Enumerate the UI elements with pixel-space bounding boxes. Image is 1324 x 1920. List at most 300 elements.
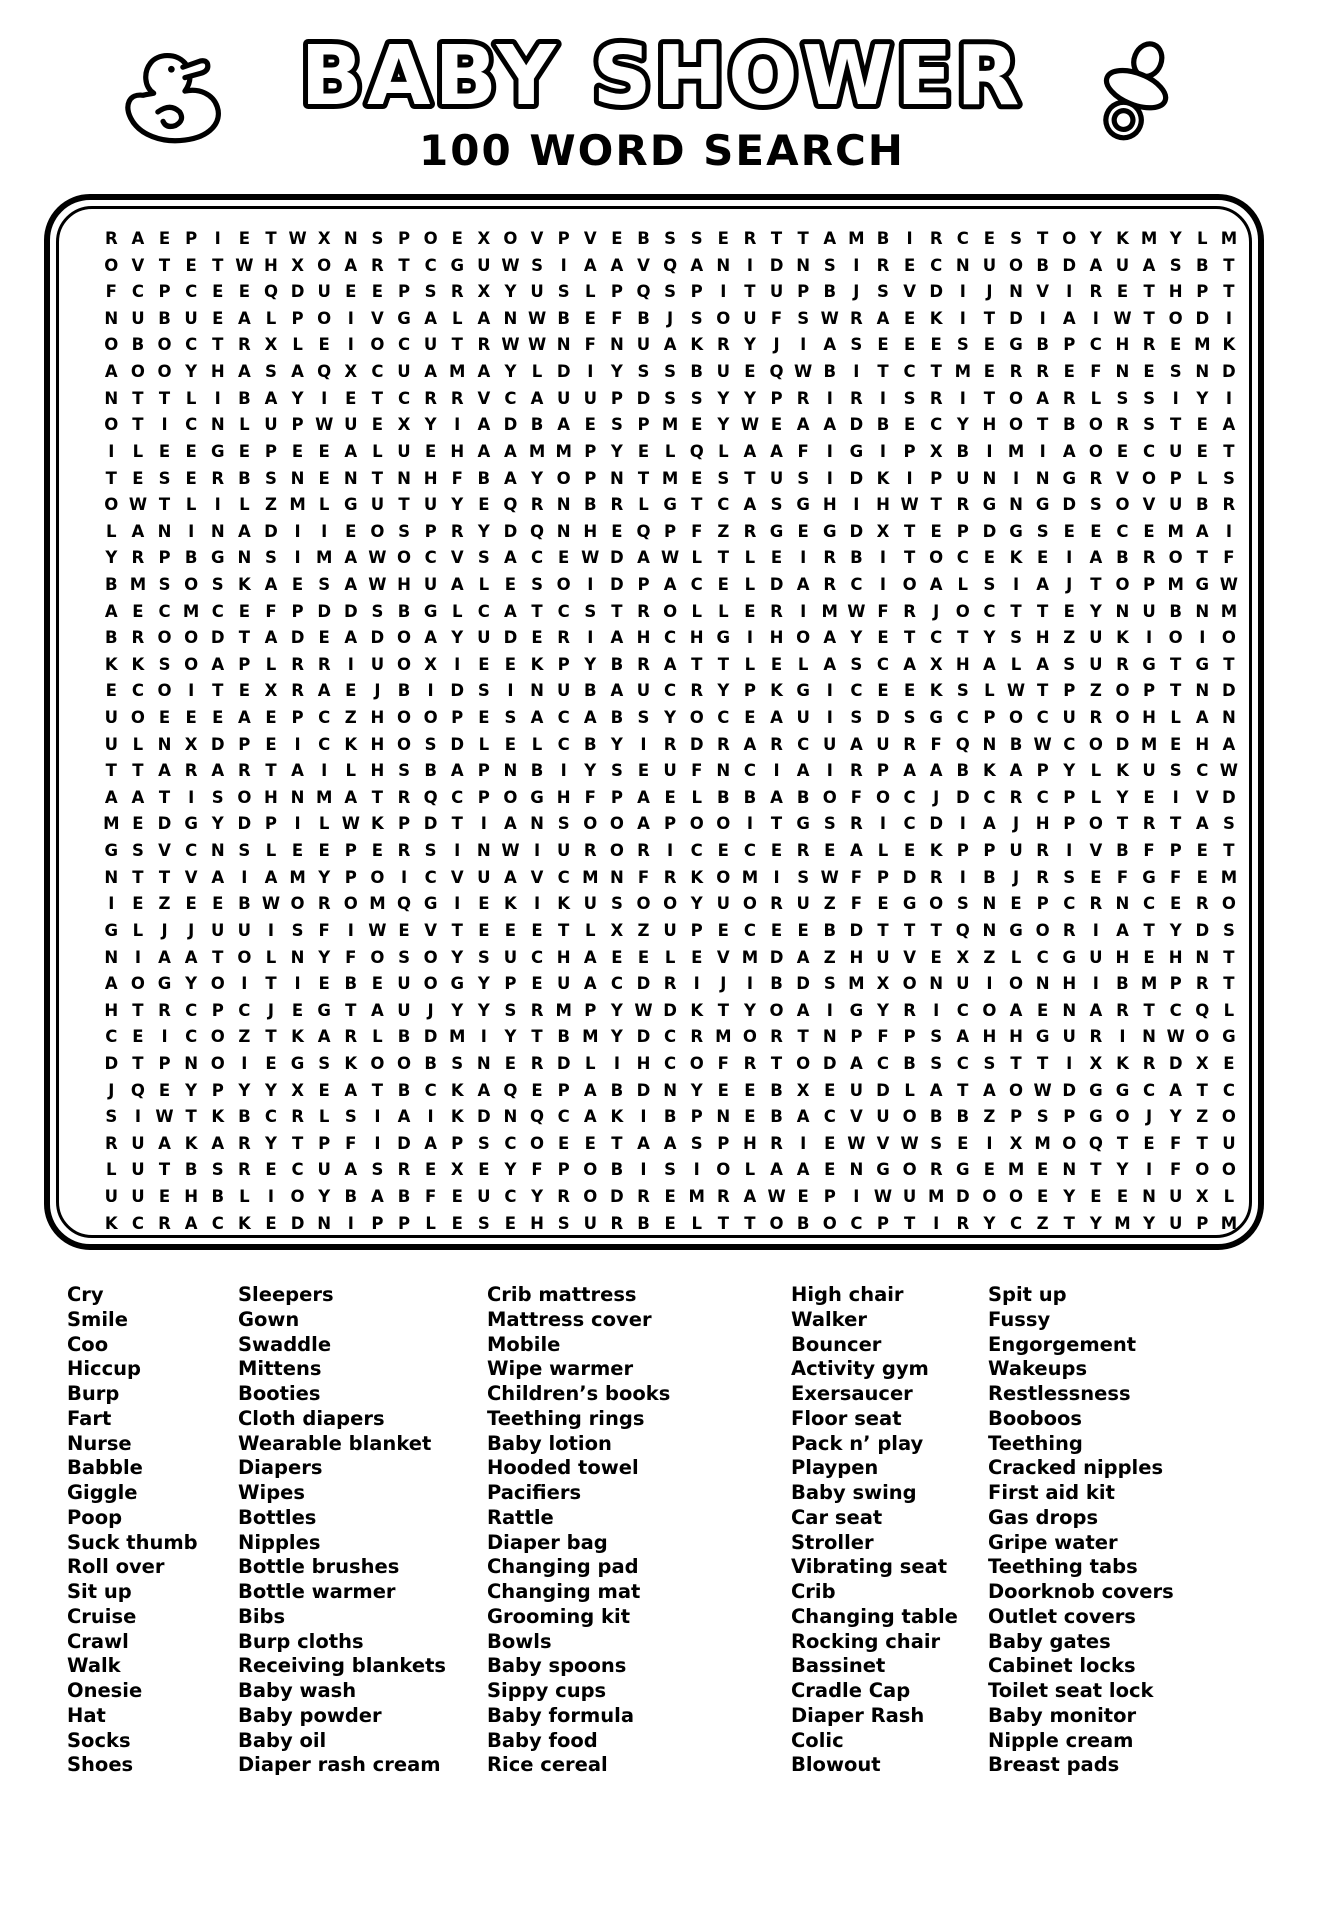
grid-letter: O — [1115, 495, 1130, 515]
grid-letter: W — [1166, 1027, 1185, 1047]
grid-letter: O — [742, 894, 757, 914]
grid-letter: H — [982, 1027, 997, 1047]
grid-letter: O — [184, 574, 199, 594]
grid-letter: H — [1035, 628, 1050, 648]
grid-letter: U — [556, 388, 571, 408]
grid-letter: N — [1115, 601, 1130, 621]
grid-letter: C — [1089, 335, 1102, 355]
grid-letter: I — [134, 1107, 141, 1127]
grid-letter: I — [587, 628, 594, 648]
grid-letter: A — [1116, 920, 1129, 940]
grid-letter: N — [530, 814, 544, 834]
grid-letter: L — [1197, 229, 1208, 249]
grid-letter: G — [317, 1000, 331, 1020]
grid-letter: D — [876, 1080, 890, 1100]
grid-letter: A — [397, 1107, 411, 1127]
grid-letter: O — [1115, 574, 1130, 594]
grid-letter: O — [583, 1186, 598, 1206]
grid-letter: A — [983, 1080, 996, 1100]
grid-letter: A — [1009, 761, 1023, 781]
grid-letter: E — [318, 441, 330, 461]
grid-letter: E — [238, 441, 250, 461]
grid-letter: L — [106, 521, 117, 541]
grid-letter: Y — [477, 521, 490, 541]
grid-letter: A — [211, 867, 225, 887]
grid-letter: L — [132, 920, 144, 940]
grid-letter: W — [661, 548, 680, 568]
grid-letter: I — [853, 362, 860, 382]
grid-letter: E — [345, 388, 357, 408]
grid-letter: P — [1063, 681, 1076, 701]
grid-letter: O — [503, 787, 518, 807]
grid-letter: D — [450, 681, 465, 701]
grid-letter: T — [265, 974, 277, 994]
grid-letter: C — [557, 867, 570, 887]
word-list-item: Car seat — [791, 1505, 883, 1529]
grid-letter: Z — [823, 894, 836, 914]
grid-letter: P — [983, 841, 996, 861]
grid-letter: E — [930, 521, 942, 541]
grid-letter: D — [556, 362, 571, 382]
pacifier-icon — [1072, 28, 1197, 158]
word-search-grid — [98, 226, 1242, 1237]
page-subtitle: 100 WORD SEARCH — [419, 126, 905, 175]
grid-letter: E — [345, 282, 357, 302]
grid-letter: T — [611, 601, 623, 621]
word-list-item: Receiving blankets — [238, 1654, 447, 1678]
grid-letter: O — [902, 974, 917, 994]
word-list-item: Baby formula — [487, 1703, 635, 1727]
grid-letter: U — [956, 974, 970, 994]
grid-letter: I — [959, 867, 966, 887]
grid-letter: I — [454, 894, 461, 914]
grid-letter: I — [1172, 388, 1179, 408]
grid-letter: T — [531, 601, 543, 621]
grid-letter: E — [105, 681, 117, 701]
grid-letter: R — [344, 1027, 358, 1047]
grid-letter: U — [1222, 1133, 1236, 1153]
grid-letter: L — [265, 308, 277, 328]
grid-letter: I — [587, 362, 594, 382]
grid-letter: D — [1062, 1080, 1077, 1100]
grid-letter: E — [212, 708, 224, 728]
word-list-item: Doorknob covers — [988, 1580, 1174, 1603]
grid-letter: I — [826, 388, 833, 408]
grid-letter: B — [238, 894, 251, 914]
grid-letter: O — [1168, 308, 1183, 328]
grid-letter: I — [161, 415, 168, 435]
grid-letter: K — [690, 1000, 704, 1020]
grid-letter: R — [770, 894, 783, 914]
grid-letter: J — [720, 974, 727, 994]
grid-letter: U — [583, 1213, 597, 1233]
grid-letter: T — [558, 920, 570, 940]
grid-letter: E — [1063, 362, 1075, 382]
grid-letter: K — [1116, 229, 1129, 249]
grid-letter: J — [853, 282, 860, 302]
grid-letter: R — [770, 1133, 783, 1153]
grid-letter: V — [849, 1107, 863, 1127]
grid-letter: O — [663, 601, 678, 621]
grid-letter: G — [1009, 920, 1023, 940]
grid-letter: O — [689, 1053, 704, 1073]
grid-letter: B — [184, 1160, 198, 1180]
grid-letter: S — [717, 468, 730, 488]
grid-letter: B — [1196, 255, 1209, 275]
grid-letter: E — [1223, 1053, 1235, 1073]
grid-letter: L — [531, 734, 543, 754]
grid-letter: I — [1092, 974, 1099, 994]
grid-letter: Q — [689, 441, 704, 461]
grid-letter: F — [930, 734, 942, 754]
grid-letter: C — [610, 974, 623, 994]
grid-letter: Q — [503, 495, 518, 515]
grid-letter: D — [157, 814, 172, 834]
grid-letter: T — [105, 468, 117, 488]
grid-letter: B — [105, 574, 118, 594]
grid-letter: B — [610, 708, 624, 728]
grid-letter: R — [690, 681, 704, 701]
grid-letter: Y — [610, 1027, 623, 1047]
grid-letter: C — [451, 787, 464, 807]
grid-letter: O — [104, 335, 119, 355]
grid-letter: E — [1116, 282, 1129, 302]
word-list-item: Giggle — [67, 1481, 138, 1504]
grid-letter: I — [720, 282, 727, 302]
grid-letter: A — [477, 415, 491, 435]
grid-letter: Z — [983, 947, 996, 967]
grid-letter: N — [157, 521, 172, 541]
grid-letter: I — [746, 974, 753, 994]
grid-letter: R — [158, 1000, 171, 1020]
grid-letter: S — [797, 867, 810, 887]
grid-letter: B — [1062, 415, 1076, 435]
grid-letter: H — [743, 1133, 757, 1153]
grid-letter: D — [1222, 787, 1236, 807]
grid-letter: F — [717, 1053, 729, 1073]
grid-letter: S — [291, 920, 304, 940]
grid-letter: W — [794, 362, 813, 382]
grid-letter: E — [238, 681, 250, 701]
word-list-item: Wipe warmer — [487, 1357, 634, 1381]
grid-letter: C — [1143, 1080, 1156, 1100]
grid-letter: V — [371, 308, 384, 328]
word-list-column-1 — [67, 1283, 198, 1778]
grid-letter: H — [982, 415, 997, 435]
grid-letter: P — [397, 229, 411, 249]
grid-letter: O — [982, 1186, 997, 1206]
grid-letter: L — [531, 362, 543, 382]
grid-letter: Y — [185, 974, 198, 994]
grid-letter: I — [640, 734, 647, 754]
grid-letter: U — [583, 894, 597, 914]
grid-letter: O — [663, 894, 678, 914]
grid-letter: P — [424, 521, 437, 541]
grid-letter: D — [237, 814, 252, 834]
grid-letter: L — [1010, 947, 1022, 967]
grid-letter: X — [956, 947, 970, 967]
grid-letter: A — [583, 974, 597, 994]
grid-letter: U — [1089, 654, 1103, 674]
grid-letter: E — [1143, 521, 1155, 541]
grid-letter: M — [661, 415, 679, 435]
grid-letter: O — [716, 867, 731, 887]
grid-letter: T — [371, 1080, 384, 1100]
grid-letter: P — [1169, 468, 1182, 488]
grid-letter: A — [504, 441, 517, 461]
grid-letter: E — [558, 1133, 570, 1153]
word-list-item: Changing table — [791, 1604, 958, 1628]
grid-letter: M — [954, 362, 972, 382]
grid-letter: I — [294, 548, 301, 568]
word-list-item: Diaper bag — [487, 1530, 608, 1554]
grid-letter: C — [664, 1027, 677, 1047]
grid-letter: Z — [823, 947, 836, 967]
grid-letter: D — [1222, 362, 1236, 382]
grid-letter: A — [956, 1027, 970, 1047]
grid-letter: E — [584, 1133, 596, 1153]
grid-letter: S — [930, 1027, 943, 1047]
grid-letter: R — [929, 229, 943, 249]
grid-letter: X — [929, 441, 943, 461]
grid-letter: I — [294, 974, 301, 994]
grid-letter: W — [1113, 308, 1132, 328]
grid-letter: E — [877, 335, 889, 355]
grid-letter: E — [451, 229, 463, 249]
grid-letter: T — [1170, 654, 1182, 674]
grid-letter: O — [689, 708, 704, 728]
grid-letter: M — [582, 867, 599, 887]
grid-letter: Z — [344, 708, 357, 728]
grid-letter: A — [504, 867, 517, 887]
word-list-item: Toilet seat lock — [988, 1679, 1154, 1702]
grid-letter: K — [557, 894, 571, 914]
grid-letter: I — [214, 495, 221, 515]
grid-letter: B — [876, 415, 890, 435]
grid-letter: E — [983, 362, 996, 382]
grid-letter: L — [585, 920, 596, 940]
grid-letter: I — [294, 814, 301, 834]
grid-letter: S — [1169, 761, 1182, 781]
grid-letter: N — [982, 468, 997, 488]
grid-letter: C — [797, 734, 810, 754]
grid-letter: X — [477, 282, 491, 302]
grid-letter: X — [876, 974, 890, 994]
grid-letter: A — [637, 814, 650, 834]
grid-letter: E — [265, 1053, 277, 1073]
grid-letter: C — [397, 388, 411, 408]
grid-letter: A — [344, 1080, 358, 1100]
grid-letter: A — [637, 1133, 650, 1153]
word-list-item: Diaper rash cream — [238, 1753, 441, 1777]
grid-letter: S — [424, 841, 437, 861]
grid-letter: P — [557, 1080, 570, 1100]
grid-letter: T — [158, 1160, 171, 1180]
grid-letter: I — [1092, 308, 1099, 328]
grid-letter: C — [504, 1133, 517, 1153]
grid-letter: N — [503, 308, 518, 328]
grid-letter: O — [423, 947, 438, 967]
grid-letter: T — [717, 654, 729, 674]
grid-letter: S — [398, 761, 410, 781]
grid-letter: M — [688, 1186, 705, 1206]
grid-letter: E — [238, 229, 250, 249]
grid-letter: U — [211, 920, 225, 940]
grid-letter: U — [1089, 947, 1103, 967]
grid-letter: I — [800, 601, 807, 621]
grid-letter: E — [664, 1186, 676, 1206]
word-list-item: Restlessness — [988, 1382, 1131, 1405]
grid-letter: A — [1142, 255, 1156, 275]
grid-letter: C — [131, 282, 144, 302]
grid-letter: V — [1195, 787, 1209, 807]
grid-letter: L — [744, 548, 756, 568]
grid-letter: A — [876, 308, 890, 328]
word-list-item: Gas drops — [988, 1505, 1099, 1529]
grid-letter: Q — [503, 1080, 518, 1100]
grid-letter: M — [555, 1000, 572, 1020]
grid-letter: P — [397, 1213, 411, 1233]
grid-letter: E — [717, 1080, 729, 1100]
grid-letter: T — [770, 229, 783, 249]
word-list-item: Activity gym — [791, 1357, 929, 1381]
grid-letter: M — [1220, 601, 1238, 621]
grid-letter: N — [556, 521, 571, 541]
word-list-item: Roll over — [67, 1555, 165, 1579]
grid-letter: H — [397, 574, 411, 594]
grid-letter: E — [132, 468, 144, 488]
grid-letter: P — [451, 708, 464, 728]
grid-letter: O — [1221, 1107, 1236, 1127]
grid-letter: T — [717, 1000, 729, 1020]
grid-letter: B — [1009, 734, 1023, 754]
grid-letter: C — [504, 1186, 517, 1206]
grid-letter: B — [530, 761, 544, 781]
grid-letter: D — [663, 1000, 677, 1020]
grid-letter: M — [1167, 521, 1184, 541]
grid-letter: P — [610, 282, 623, 302]
grid-letter: F — [877, 601, 889, 621]
grid-letter: B — [583, 495, 597, 515]
grid-letter: L — [984, 681, 995, 701]
grid-letter: E — [744, 362, 756, 382]
grid-letter: E — [345, 521, 357, 541]
grid-letter: O — [343, 894, 358, 914]
grid-letter: G — [1062, 468, 1077, 488]
grid-letter: U — [264, 415, 278, 435]
grid-letter: P — [238, 654, 251, 674]
grid-letter: O — [157, 362, 172, 382]
word-list-item: Changing mat — [487, 1580, 641, 1603]
grid-letter: W — [1033, 734, 1052, 754]
grid-letter: V — [1142, 495, 1156, 515]
grid-letter: M — [582, 1027, 599, 1047]
grid-letter: W — [341, 814, 360, 834]
grid-letter: C — [743, 920, 756, 940]
grid-letter: P — [850, 1027, 863, 1047]
grid-letter: I — [853, 1186, 860, 1206]
grid-letter: L — [185, 495, 197, 515]
grid-letter: U — [184, 308, 198, 328]
grid-letter: R — [1036, 362, 1049, 382]
grid-letter: E — [238, 282, 250, 302]
grid-letter: O — [157, 335, 172, 355]
grid-letter: B — [424, 1053, 437, 1073]
grid-letter: G — [157, 974, 172, 994]
grid-letter: C — [1063, 734, 1076, 754]
grid-letter: M — [661, 468, 679, 488]
grid-letter: I — [188, 521, 195, 541]
grid-letter: E — [504, 574, 517, 594]
grid-letter: E — [371, 841, 384, 861]
grid-letter: F — [345, 947, 357, 967]
grid-letter: O — [1168, 628, 1183, 648]
grid-letter: S — [1063, 654, 1076, 674]
grid-letter: R — [716, 734, 730, 754]
grid-letter: X — [184, 734, 198, 754]
grid-letter: A — [796, 574, 810, 594]
grid-letter: X — [264, 335, 278, 355]
grid-letter: E — [744, 1080, 756, 1100]
grid-letter: E — [1143, 947, 1155, 967]
word-list-column-5 — [988, 1283, 1174, 1778]
grid-letter: U — [663, 920, 677, 940]
grid-letter: U — [131, 1133, 145, 1153]
grid-letter: G — [1009, 521, 1023, 541]
grid-letter: A — [1195, 814, 1209, 834]
grid-letter: S — [637, 708, 650, 728]
grid-letter: S — [983, 1053, 996, 1073]
grid-letter: J — [267, 1000, 275, 1020]
grid-letter: I — [933, 1000, 940, 1020]
grid-letter: R — [1142, 1053, 1156, 1073]
grid-letter: S — [504, 708, 517, 728]
grid-letter: T — [1143, 920, 1155, 940]
grid-letter: K — [371, 814, 384, 834]
grid-letter: O — [104, 415, 119, 435]
grid-letter: D — [423, 1027, 438, 1047]
word-list-item: Baby powder — [238, 1703, 382, 1727]
grid-letter: G — [530, 787, 544, 807]
grid-letter: L — [1090, 388, 1102, 408]
grid-letter: A — [1062, 308, 1076, 328]
grid-letter: O — [184, 654, 199, 674]
grid-letter: L — [345, 761, 357, 781]
grid-letter: E — [1196, 841, 1208, 861]
grid-letter: O — [822, 787, 837, 807]
grid-letter: E — [318, 335, 330, 355]
grid-letter: O — [902, 1160, 917, 1180]
grid-letter: T — [717, 548, 729, 568]
grid-letter: Y — [477, 1000, 490, 1020]
grid-letter: K — [344, 734, 358, 754]
word-list-item: Walk — [67, 1654, 121, 1678]
grid-letter: A — [983, 654, 996, 674]
grid-letter: N — [503, 1107, 518, 1127]
grid-letter: V — [477, 388, 491, 408]
grid-letter: Y — [610, 362, 623, 382]
grid-letter: O — [1221, 894, 1236, 914]
grid-letter: B — [876, 229, 890, 249]
grid-letter: S — [398, 521, 410, 541]
grid-letter: Z — [1196, 1107, 1209, 1127]
grid-letter: T — [930, 495, 942, 515]
word-list-item: Crib mattress — [487, 1283, 637, 1306]
grid-letter: H — [689, 628, 704, 648]
word-list-column-2 — [238, 1283, 446, 1778]
grid-letter: S — [1010, 628, 1022, 648]
grid-letter: P — [690, 920, 703, 940]
